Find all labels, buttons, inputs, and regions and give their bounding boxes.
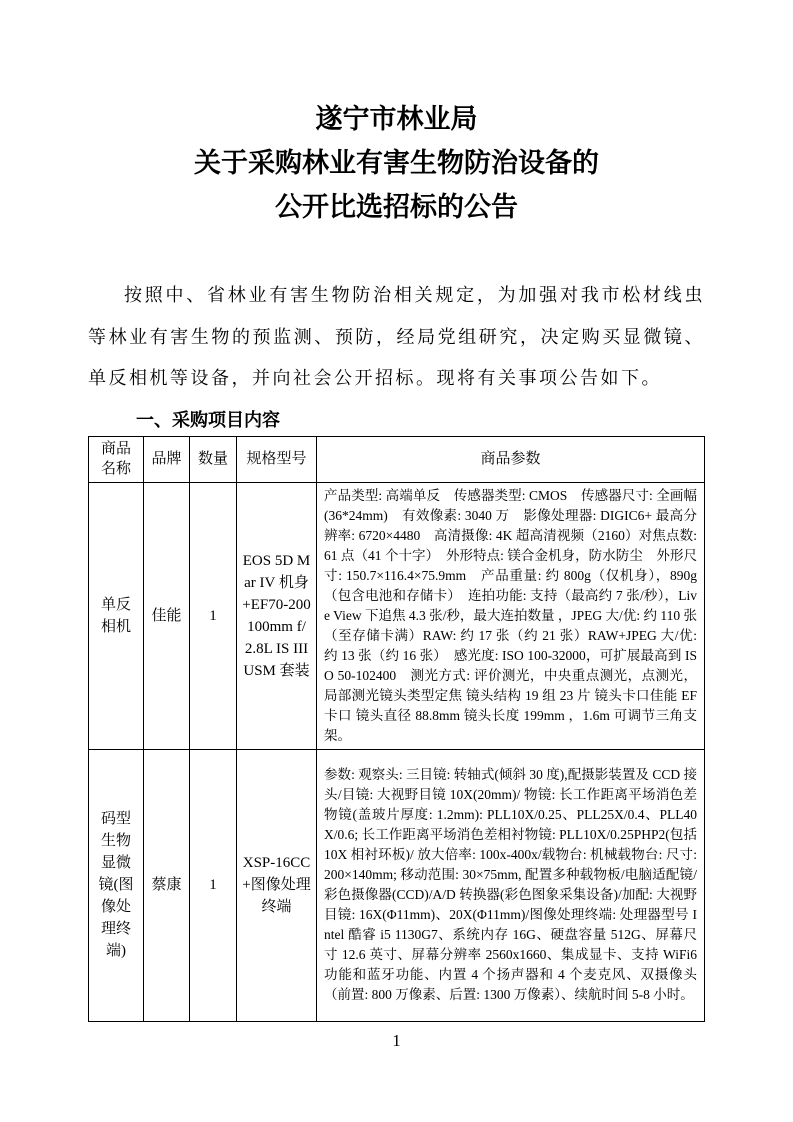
- column-header-quantity: 数量: [190, 436, 237, 482]
- procurement-table: [88, 436, 705, 1022]
- quantity-cell: 1: [190, 749, 237, 1021]
- title-line-3: 公开比选招标的公告: [275, 192, 518, 222]
- quantity-cell: 1: [190, 482, 237, 749]
- table-row-camera: [89, 482, 705, 749]
- column-header-brand: 品牌: [144, 436, 190, 482]
- page-number: 1: [392, 1030, 401, 1050]
- model-cell: EOS 5D Mar IV 机身+EF70-200 100mm f/2.8L IS III USM 套装: [237, 482, 317, 749]
- column-header-parameters: 商品参数: [317, 436, 705, 482]
- title-line-2: 关于采购林业有害生物防治设备的: [194, 148, 599, 178]
- parameters-cell: 参数: 观察头: 三目镜: 转轴式(倾斜 30 度),配摄影装置及 CCD 接头/目镜: 大视野目镜 10X(20mm)/ 物镜: 长工作距离平场消色差物镜(盖玻片厚度: 1.2mm): PLL10X/0.25、PLL25X/0.4、PLL40X/0.6; 长工作距离平场消色差相衬物镜: PLL10X/0.25PHP2(包括 10X 相衬环板)/ 放大倍率: 100x-400x/载物台: 机械载物台: 尺寸: 200×140mm; 移动范围: 30×75mm, 配置多种载物板/电脑适配镜/彩色摄像器(CCD)/A/D 转换器(彩色图象采集设备)/加配: 大视野目镜: 16X(Φ11mm)、20X(Φ11mm)/图像处理终端: 处理器型号 Intel 酷睿 i5 1130G7、系统内存 16G、硬盘容量 512G、屏幕尺寸 12.6 英寸、屏幕分辨率 2560x1660、集成显卡、支持 WiFi6 功能和蓝牙功能、内置 4 个扬声器和 4 个麦克风、双摄像头（前置: 800 万像素、后置: 1300 万像素）、续航时间 5-8 小时。: [317, 749, 705, 1021]
- brand-cell: 佳能: [144, 482, 190, 749]
- intro-paragraph: 按照中、省林业有害生物防治相关规定，为加强对我市松材线虫等林业有害生物的预监测、预防，经局党组研究，决定购买显微镜、单反相机等设备，并向社会公开招标。现将有关事项公告如下。: [88, 285, 705, 388]
- model-cell: XSP-16CC+图像处理终端: [237, 749, 317, 1021]
- table-row-microscope: [89, 749, 705, 1021]
- table-header-row: [89, 436, 705, 482]
- title-line-1: 遂宁市林业局: [315, 104, 478, 134]
- product-name-cell: 码型生物显微镜(图像处理终端): [89, 749, 144, 1021]
- document-title: [88, 97, 705, 229]
- product-name-cell: 单反相机: [89, 482, 144, 749]
- section-heading: 一、采购项目内容: [136, 409, 280, 430]
- parameters-cell: 产品类型: 高端单反 传感器类型: CMOS 传感器尺寸: 全画幅(36*24mm) 有效像素: 3040 万 影像处理器: DIGIC6+ 最高分辨率: 6720×4480 高清摄像: 4K 超高清视频（2160）对焦点数: 61 点（41 个十字） 外形特点: 镁合金机身，防水防尘 外形尺寸: 150.7×116.4×75.9mm 产品重量: 约 800g（仅机身），890g（包含电池和存储卡） 连拍功能: 支持（最高约 7 张/秒），Live View 下追焦 4.3 张/秒，最大连拍数量 ，JPEG 大/优: 约 110 张（至存储卡满）RAW: 约 17 张（约 21 张）RAW+JPEG 大/优: 约 13 张（约 16 张） 感光度: ISO 100-32000，可扩展最高到 ISO 50-102400 测光方式: 评价测光，中央重点测光，点测光，局部测光镜头类型定焦 镜头结构 19 组 23 片 镜头卡口佳能 EF 卡口 镜头直径 88.8mm 镜头长度 199mm ，1.6m 可调节三角支架。: [317, 482, 705, 749]
- brand-cell: 蔡康: [144, 749, 190, 1021]
- column-header-model: 规格型号: [237, 436, 317, 482]
- column-header-product-name: 商品名称: [89, 436, 144, 482]
